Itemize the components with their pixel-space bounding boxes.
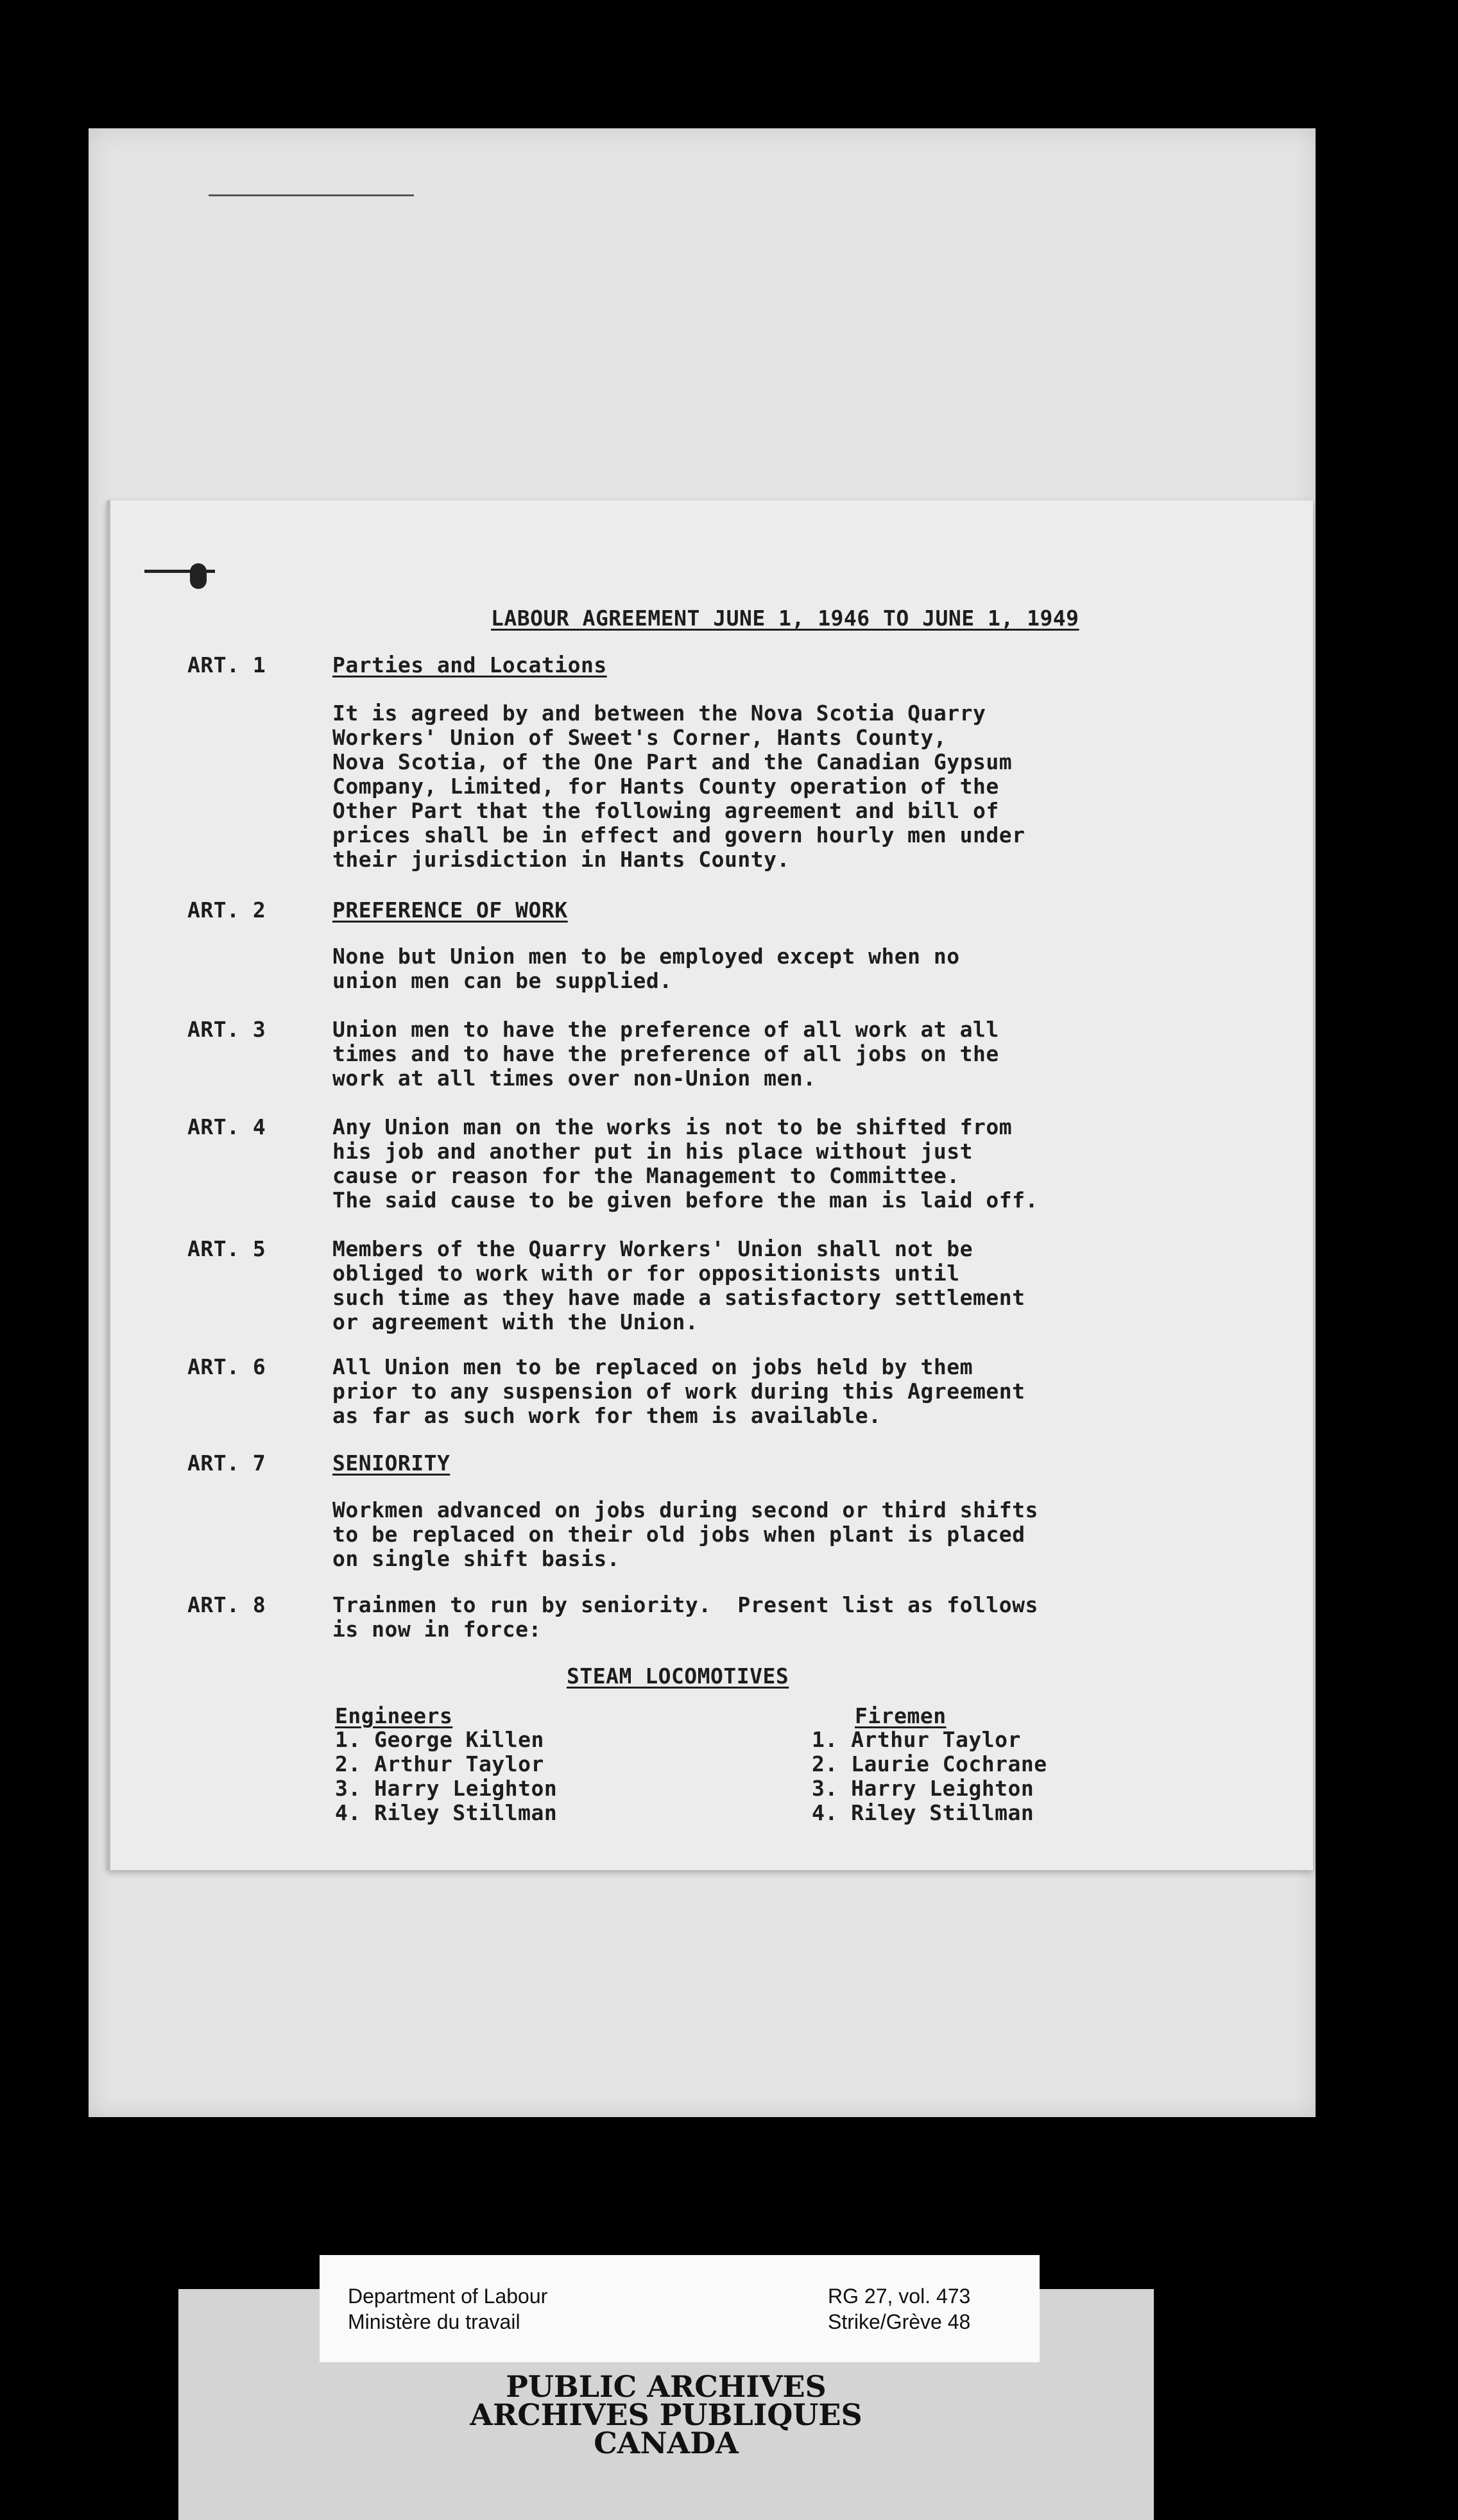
article-body: Members of the Quarry Workers' Union shall not be obliged to work with or for oppositionists until such time as they have made a satisfactory settlement or agreement with the Union. [332,1236,1025,1334]
list-item: 2. Laurie Cochrane [812,1751,1047,1776]
department-en: Department of Labour [348,2285,548,2308]
article-body: Union men to have the preference of all work at all times and to have the preference of all jobs on the work at all times over non-Union men. [332,1017,999,1091]
article-number: ART. 8 [187,1592,266,1617]
article-heading: PREFERENCE OF WORK [332,898,568,923]
article-body: All Union men to be replaced on jobs held by them prior to any suspension of work during this Agreement as far as such work for them is available. [332,1354,1025,1428]
engineers-list [335,1728,733,1825]
article-body: Trainmen to run by seniority. Present list as follows is now in force: [332,1592,1038,1642]
article-number: ART. 4 [187,1114,266,1139]
firemen-heading: Firemen [855,1703,947,1728]
list-item: 4. Riley Stillman [812,1800,1034,1825]
stamp-line: PUBLIC ARCHIVES [506,2369,827,2404]
article-number: ART. 6 [187,1354,266,1379]
list-item: 2. Arthur Taylor [335,1751,544,1776]
stray-mark [209,194,414,196]
stamp-line: ARCHIVES PUBLIQUES [470,2397,862,2432]
article-number: ART. 1 [187,652,266,677]
strike-number: Strike/Grève 48 [828,2310,971,2333]
list-item: 1. George Killen [335,1727,544,1752]
firemen-list [812,1728,1210,1825]
article-number: ART. 7 [187,1451,266,1476]
article-body: Any Union man on the works is not to be shifted from his job and another put in his place without just cause or reason for the Management to Committee. The said cause to be given before the man is laid off. [332,1114,1038,1213]
article-number: ART. 3 [187,1017,266,1042]
department-fr: Ministère du travail [348,2310,520,2333]
article-number: ART. 5 [187,1236,266,1261]
article-heading: SENIORITY [332,1451,450,1476]
paper-clip-mark [190,563,207,589]
article-number: ART. 2 [187,898,266,923]
document-title: LABOUR AGREEMENT JUNE 1, 1946 TO JUNE 1, 1949 [491,606,1079,631]
list-item: 4. Riley Stillman [335,1800,558,1825]
article-body: Workmen advanced on jobs during second or third shifts to be replaced on their old jobs when plant is placed on single shift basis. [332,1497,1038,1571]
article-body: None but Union men to be employed except when no union men can be supplied. [332,944,960,993]
list-item: 3. Harry Leighton [335,1776,558,1801]
engineers-heading: Engineers [335,1703,453,1728]
list-item: 1. Arthur Taylor [812,1727,1021,1752]
article-body: It is agreed by and between the Nova Scotia Quarry Workers' Union of Sweet's Corner, Hants County, Nova Scotia, of the One Part and the Canadian Gypsum Company, Limited, for Hants County operation of the Other Part that the following agreement and bill of prices shall be in effect and govern hourly men under their jurisdiction in Hants County. [332,701,1025,872]
article-heading: Parties and Locations [332,652,607,677]
archive-label [320,2255,1040,2362]
locomotives-heading: STEAM LOCOMOTIVES [567,1664,789,1689]
list-item: 3. Harry Leighton [812,1776,1034,1801]
archive-reference: RG 27, vol. 473 [828,2285,971,2308]
stamp-line: CANADA [594,2426,739,2460]
